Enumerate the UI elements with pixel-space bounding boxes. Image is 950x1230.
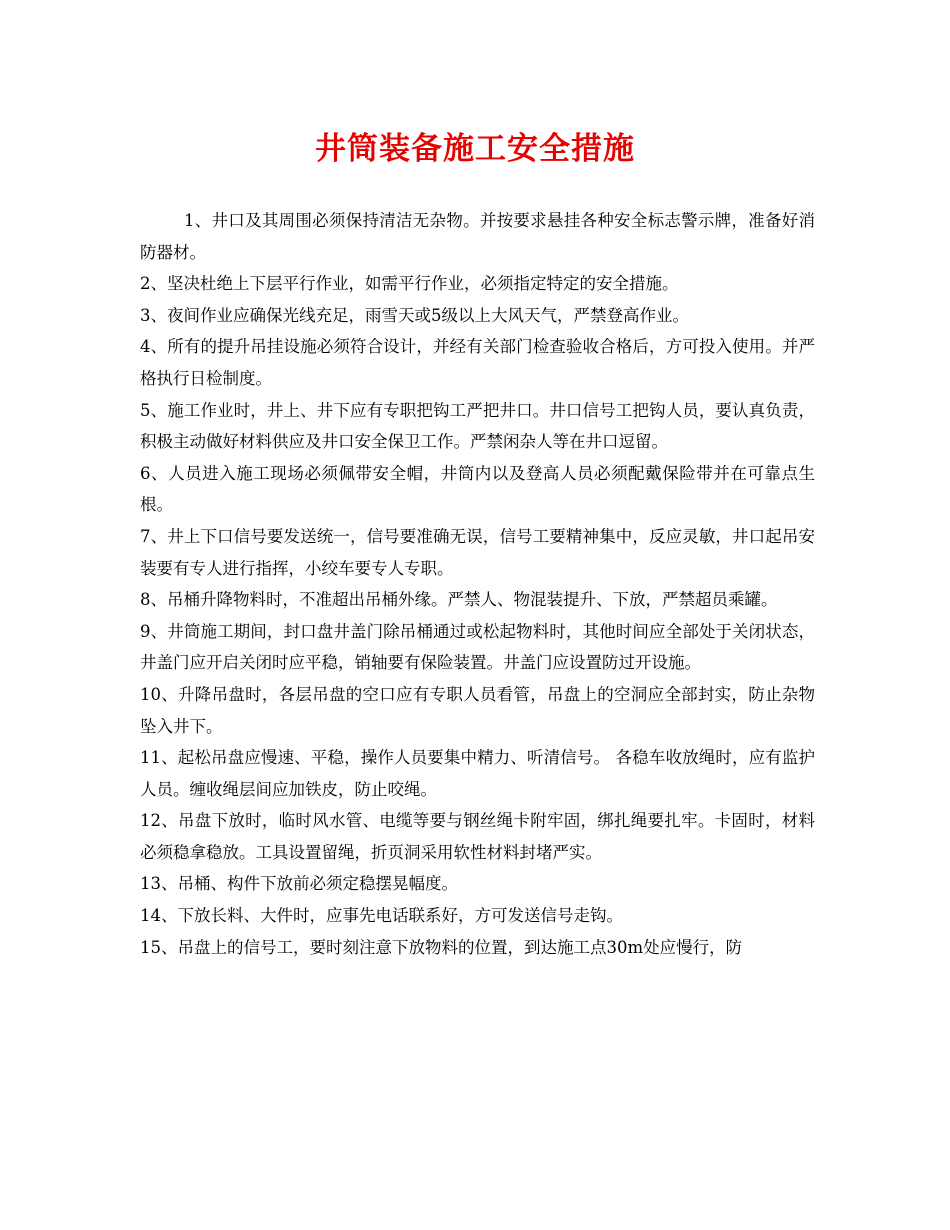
list-item: 15、吊盘上的信号工，要时刻注意下放物料的位置，到达施工点30m处应慢行，防: [140, 937, 743, 957]
list-item: 3、夜间作业应确保光线充足，雨雪天或5级以上大风天气，严禁登高作业。: [140, 305, 689, 325]
list-item: 2、坚决杜绝上下层平行作业，如需平行作业，必须指定特定的安全措施。: [140, 274, 679, 294]
list-item: 9、井筒施工期间，封口盘井盖门除吊桶通过或松起物料时，其他时间应全部处于关闭状态，井盖门应开启关闭时应平稳，销轴要有保险装置。井盖门应设置防过开设施。: [140, 621, 815, 673]
list-item: 14、下放长料、大件时，应事先电话联系好，方可发送信号走钩。: [140, 906, 623, 926]
list-item: 1、井口及其周围必须保持清洁无杂物。并按要求悬挂各种安全标志警示牌，准备好消防器材。: [140, 211, 815, 262]
document-body: [140, 205, 815, 963]
list-item: 11、起松吊盘应慢速、平稳，操作人员要集中精力、听清信号。 各稳车收放绳时，应有监护人员。缠收绳层间应加铁皮，防止咬绳。: [140, 748, 815, 799]
list-item: 12、吊盘下放时，临时风水管、电缆等要与钢丝绳卡附牢固，绑扎绳要扎牢。卡固时，材料必须稳拿稳放。工具设置留绳，折页洞采用软性材料封堵严实。: [140, 811, 815, 862]
list-item: 8、吊桶升降物料时，不准超出吊桶外缘。严禁人、物混装提升、下放，严禁超员乘罐。: [140, 590, 778, 610]
list-item: 7、井上下口信号要发送统一，信号要准确无误，信号工要精神集中，反应灵敏，井口起吊安装要有专人进行指挥，小绞车要专人专职。: [140, 526, 815, 578]
list-item: 13、吊桶、构件下放前必须定稳摆晃幅度。: [140, 874, 458, 894]
list-item: 6、人员进入施工现场必须佩带安全帽，井筒内以及登高人员必须配戴保险带并在可靠点生根。: [140, 463, 815, 515]
list-item: 4、所有的提升吊挂设施必须符合设计，并经有关部门检查验收合格后，方可投入使用。并严格执行日检制度。: [140, 337, 815, 388]
document-title: 井筒装备施工安全措施: [315, 131, 635, 167]
list-item: 10、升降吊盘时，各层吊盘的空口应有专职人员看管，吊盘上的空洞应全部封实，防止杂物坠入井下。: [140, 684, 815, 736]
list-item: 5、施工作业时，井上、井下应有专职把钩工严把井口。井口信号工把钩人员，要认真负责，积极主动做好材料供应及井口安全保卫工作。严禁闲杂人等在井口逗留。: [140, 400, 815, 452]
